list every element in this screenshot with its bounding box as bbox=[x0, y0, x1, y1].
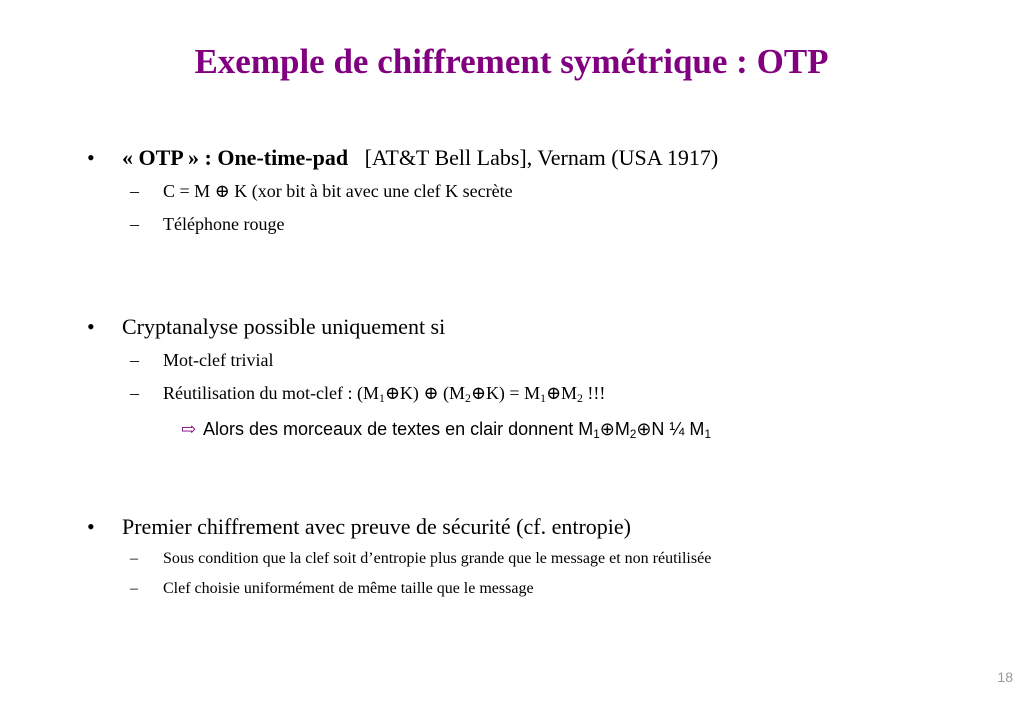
key-reuse-formula bbox=[163, 383, 605, 404]
entropy-condition-item: Sous condition que la clef soit d’entropie plus grande que le message et non réutilisée bbox=[163, 550, 712, 567]
subscript-1: 1 bbox=[593, 427, 600, 441]
dash: – bbox=[130, 181, 139, 201]
formula-text: Réutilisation du mot-clef : (M bbox=[163, 383, 379, 403]
xor-symbol: ⊕ bbox=[423, 383, 439, 403]
formula-text: !!! bbox=[587, 383, 606, 403]
security-proof-heading: Premier chiffrement avec preuve de sécurité (cf. entropie) bbox=[122, 514, 631, 539]
uniform-key-item: Clef choisie uniformément de même taille que le message bbox=[163, 580, 534, 597]
arrow-icon: ⇨ bbox=[181, 419, 197, 439]
bullet: • bbox=[87, 145, 95, 170]
xor-formula bbox=[163, 181, 513, 202]
formula-text: (M bbox=[443, 383, 465, 403]
dash: – bbox=[130, 350, 139, 370]
bullet: • bbox=[87, 514, 95, 539]
xor-symbol: ⊕ bbox=[214, 181, 230, 201]
xor-symbol: ⊕ bbox=[470, 383, 486, 403]
otp-heading bbox=[122, 145, 718, 171]
xor-symbol: ⊕ bbox=[545, 383, 562, 403]
dash: – bbox=[130, 214, 139, 234]
subscript-2: 2 bbox=[465, 391, 471, 405]
subscript-1: 1 bbox=[704, 427, 711, 441]
subscript-2: 2 bbox=[629, 427, 637, 441]
otp-heading-rest: [AT&T Bell Labs], Vernam (USA 1917) bbox=[364, 145, 719, 170]
dash: – bbox=[130, 383, 139, 403]
subscript-1: 1 bbox=[540, 391, 546, 405]
subscript-1: 1 bbox=[378, 391, 385, 405]
cryptanalysis-heading: Cryptanalyse possible uniquement si bbox=[122, 314, 446, 339]
red-phone-item: Téléphone rouge bbox=[163, 214, 285, 234]
xor-symbol: ⊕ bbox=[599, 419, 615, 439]
page-number: 18 bbox=[997, 669, 1013, 685]
trivial-key-item: Mot-clef trivial bbox=[163, 350, 274, 370]
subscript-2: 2 bbox=[577, 391, 583, 405]
xor-formula-right: K (xor bit à bit avec une clef K secrète bbox=[234, 181, 513, 201]
xor-symbol: ⊕ bbox=[636, 419, 652, 439]
xor-formula-left: C = M bbox=[163, 181, 211, 201]
formula-text: K) bbox=[399, 383, 419, 403]
xor-symbol: ⊕ bbox=[384, 383, 400, 403]
formula-text: M bbox=[561, 383, 578, 403]
otp-heading-bold: « OTP » : One-time-pad bbox=[122, 145, 349, 170]
dash: – bbox=[130, 580, 138, 597]
leak-text: M bbox=[614, 419, 630, 439]
bullet: • bbox=[87, 314, 95, 339]
plaintext-leak-item bbox=[203, 419, 711, 440]
formula-text: K) = M bbox=[485, 383, 541, 403]
leak-text: Alors des morceaux de textes en clair donnent M bbox=[203, 419, 594, 439]
dash: – bbox=[130, 550, 138, 567]
leak-text: N ¼ M bbox=[651, 419, 705, 439]
slide-title: Exemple de chiffrement symétrique : OTP bbox=[194, 42, 829, 81]
